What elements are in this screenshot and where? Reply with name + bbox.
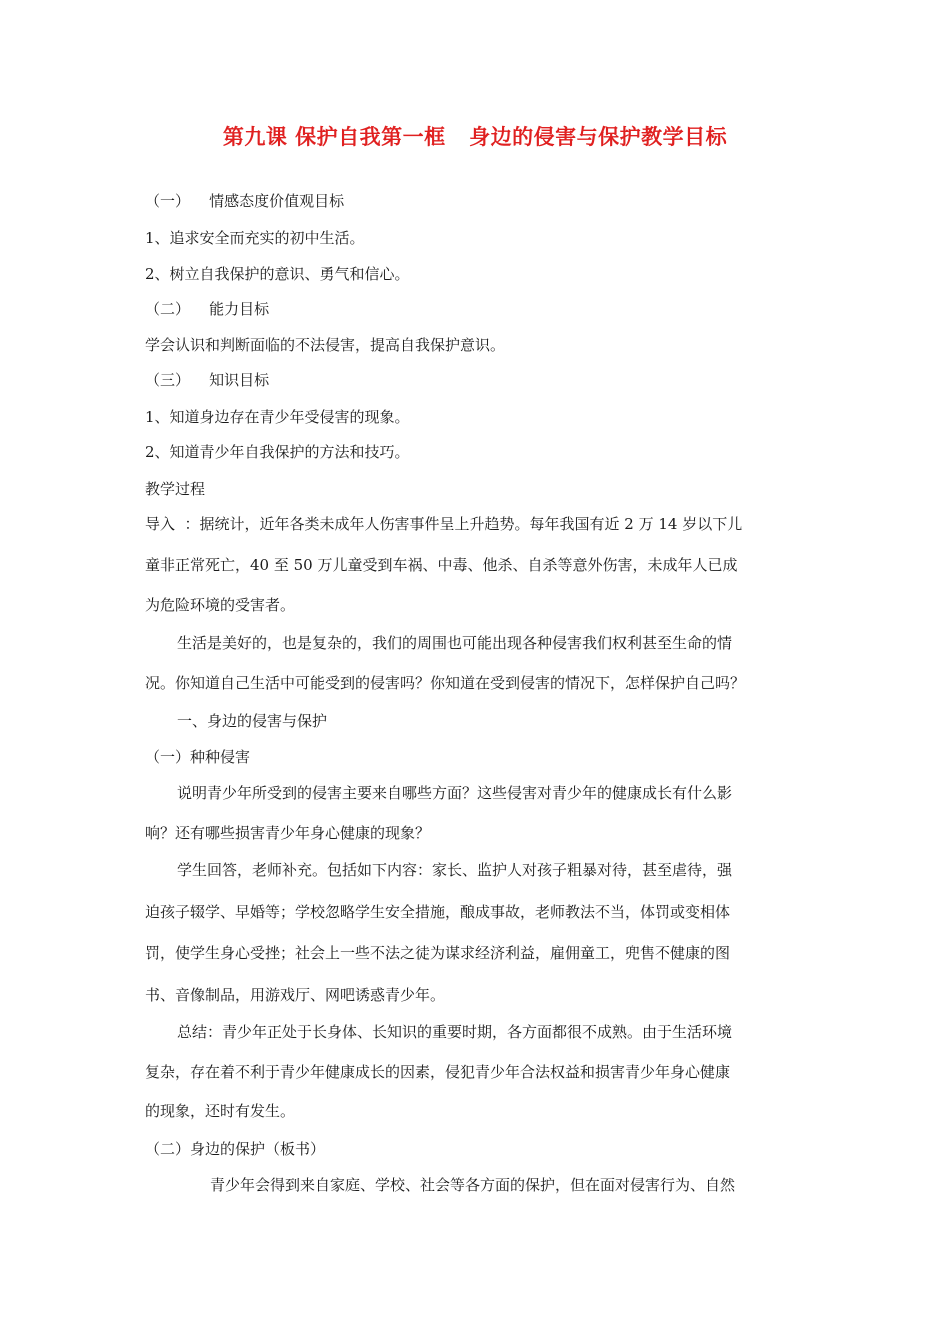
intro-line: 童非正常死亡，40 至 50 万儿童受到车祸、中毒、他杀、自杀等意外伤害，未成年人已成 — [145, 556, 738, 574]
paragraph-line: 响？还有哪些损害青少年身心健康的现象？ — [145, 824, 431, 842]
paragraph-line: 迫孩子辍学、早婚等；学校忽略学生安全措施，酿成事故，老师教法不当，体罚或变相体 — [145, 903, 731, 921]
paragraph-line: 总结：青少年正处于长身体、长知识的重要时期，各方面都很不成熟。由于生活环境 — [177, 1023, 733, 1041]
intro-line: 为危险环境的受害者。 — [145, 596, 296, 614]
objective-item: 学会认识和判断面临的不法侵害，提高自我保护意识。 — [145, 336, 506, 354]
paragraph-line: 学生回答，老师补充。包括如下内容：家长、监护人对孩子粗暴对待，甚至虐待，强 — [177, 861, 733, 879]
objective-item: 1、知道身边存在青少年受侵害的现象。 — [145, 408, 410, 426]
subsection-heading: （二）身边的保护（板书） — [145, 1140, 326, 1158]
objective-heading-1: （一） 情感态度价值观目标 — [145, 192, 345, 210]
paragraph-line: 生活是美好的，也是复杂的，我们的周围也可能出现各种侵害我们权利甚至生命的情 — [177, 634, 733, 652]
paragraph-line: 的现象，还时有发生。 — [145, 1102, 296, 1120]
paragraph-line: 说明青少年所受到的侵害主要来自哪些方面？这些侵害对青少年的健康成长有什么影 — [177, 784, 733, 802]
objective-item: 1、追求安全而充实的初中生活。 — [145, 229, 365, 247]
objective-item: 2、树立自我保护的意识、勇气和信心。 — [145, 265, 410, 283]
paragraph-line: 复杂，存在着不利于青少年健康成长的因素，侵犯青少年合法权益和损害青少年身心健康 — [145, 1063, 731, 1081]
paragraph-line: 书、音像制品，用游戏厅、网吧诱惑青少年。 — [145, 986, 446, 1004]
objective-heading-3: （三） 知识目标 — [145, 371, 270, 389]
intro-line: 导入 ：据统计，近年各类未成年人伤害事件呈上升趋势。每年我国有近 2 万 14 岁以下儿 — [145, 515, 743, 533]
section-heading: 一、身边的侵害与保护 — [177, 712, 328, 730]
objective-heading-2: （二） 能力目标 — [145, 300, 270, 318]
objective-item: 2、知道青少年自我保护的方法和技巧。 — [145, 443, 410, 461]
paragraph-line: 青少年会得到来自家庭、学校、社会等各方面的保护，但在面对侵害行为、自然 — [210, 1176, 736, 1194]
process-heading: 教学过程 — [145, 480, 206, 498]
paragraph-line: 罚，使学生身心受挫；社会上一些不法之徒为谋求经济利益，雇佣童工，兜售不健康的图 — [145, 944, 731, 962]
document-title: 第九课 保护自我第一框 身边的侵害与保护教学目标 — [222, 124, 728, 149]
subsection-heading: （一）种种侵害 — [145, 748, 251, 766]
paragraph-line: 况。你知道自己生活中可能受到的侵害吗？你知道在受到侵害的情况下，怎样保护自己吗？ — [145, 674, 746, 692]
